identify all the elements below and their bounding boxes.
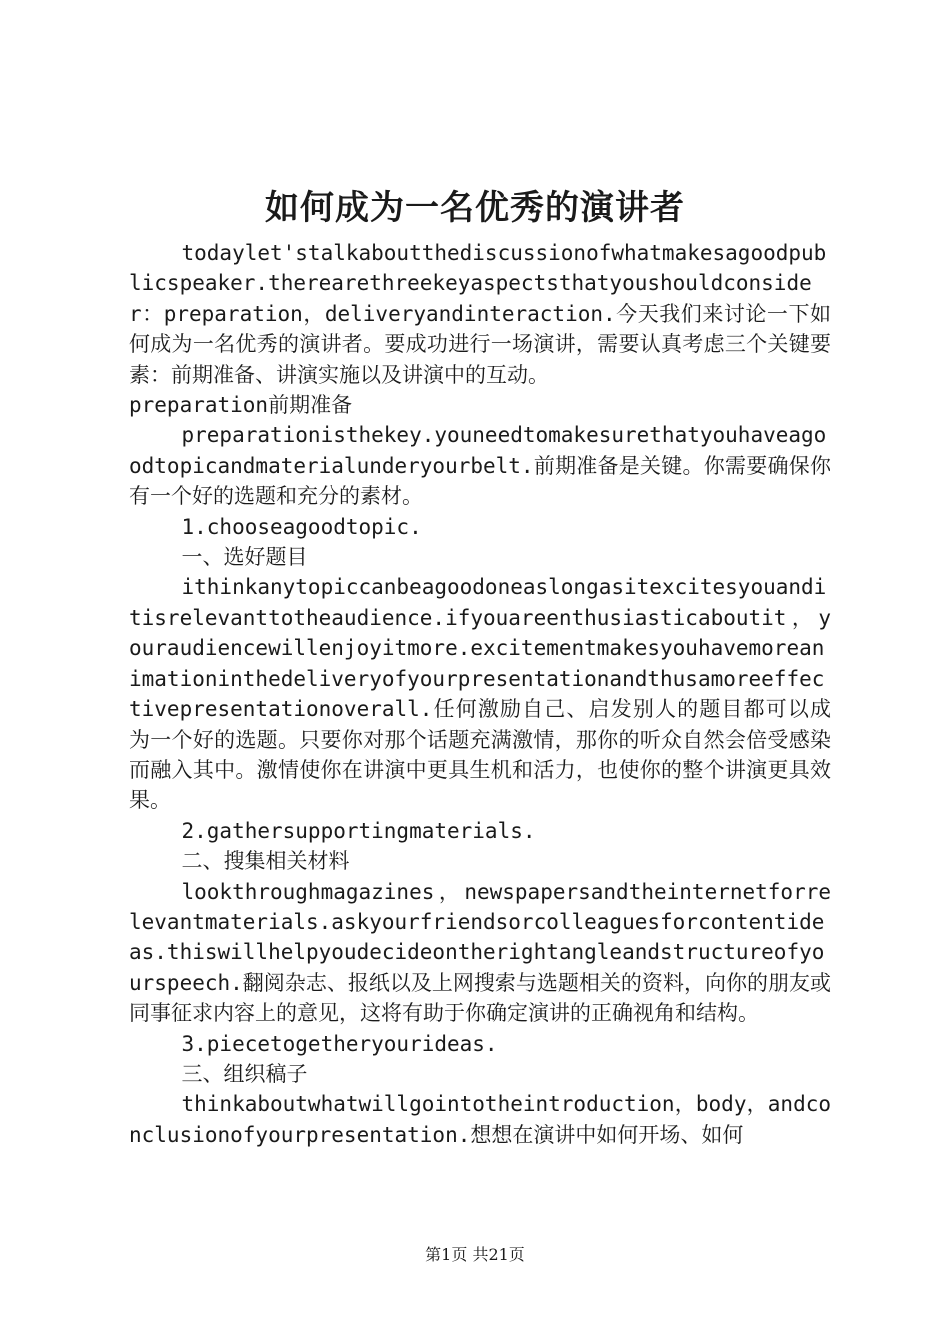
step-2-paragraph: lookthroughmagazines，newspapersandtheinternetforrelevantmaterials.askyourfriendsorcolleaguesforcontentideas.thiswillhelpyoudecideontherightangleandstructureofyourspeech.翻阅杂志、报纸以及上网搜索与选题相关的资料，向你的朋友或同事征求内容上的意见，这将有助于你确定演讲的正确视角和结构。 — [129, 879, 831, 1026]
section-heading-preparation: preparation前期准备 — [129, 393, 353, 418]
page-title: 如何成为一名优秀的演讲者 — [265, 188, 685, 228]
step-3-heading-en: 3.piecetogetheryourideas. — [181, 1031, 498, 1056]
step-3-heading-zh: 三、组织稿子 — [181, 1061, 308, 1086]
page-footer: 第1页 共21页 — [425, 1245, 525, 1264]
step-1-heading-zh: 一、选好题目 — [181, 545, 308, 570]
step-1-heading-en: 1.chooseagoodtopic. — [181, 514, 422, 539]
step-1-paragraph: ithinkanytopiccanbeagoodoneaslongasitexcitesyouanditisrelevanttotheaudience.ifyouareenthusiasticaboutit，youraudiencewillenjoyitmore.excitementmakesyouhavemoreanimationinthedeliveryofyourpresentationandthusamoreeffectivepresentationoverall.任何激励自己、启发别人的题目都可以成为一个好的选题。只要你对那个话题充满激情，那你的听众自然会倍受感染而融入其中。激情使你在讲演中更具生机和活力，也使你的整个讲演更具效果。 — [129, 575, 831, 813]
preparation-paragraph: preparationisthekey.youneedtomakesurethatyouhaveagoodtopicandmaterialunderyourbelt.前期准备是关键。你需要确保你有一个好的选题和充分的素材。 — [129, 423, 831, 509]
step-2-heading-zh: 二、搜集相关材料 — [181, 849, 350, 874]
document-body — [129, 238, 831, 1150]
step-3-paragraph: thinkaboutwhatwillgointotheintroduction，body，andconclusionofyourpresentation.想想在演讲中如何开场、如何 — [129, 1092, 831, 1147]
intro-paragraph: todaylet'stalkaboutthediscussionofwhatmakesagoodpublicspeaker.therearethreekeyaspectsthatyoushouldconsider：preparation，deliveryandinteraction.今天我们来讨论一下如何成为一名优秀的演讲者。要成功进行一场演讲，需要认真考虑三个关键要素：前期准备、讲演实施以及讲演中的互动。 — [129, 241, 831, 387]
step-2-heading-en: 2.gathersupportingmaterials. — [181, 818, 536, 843]
